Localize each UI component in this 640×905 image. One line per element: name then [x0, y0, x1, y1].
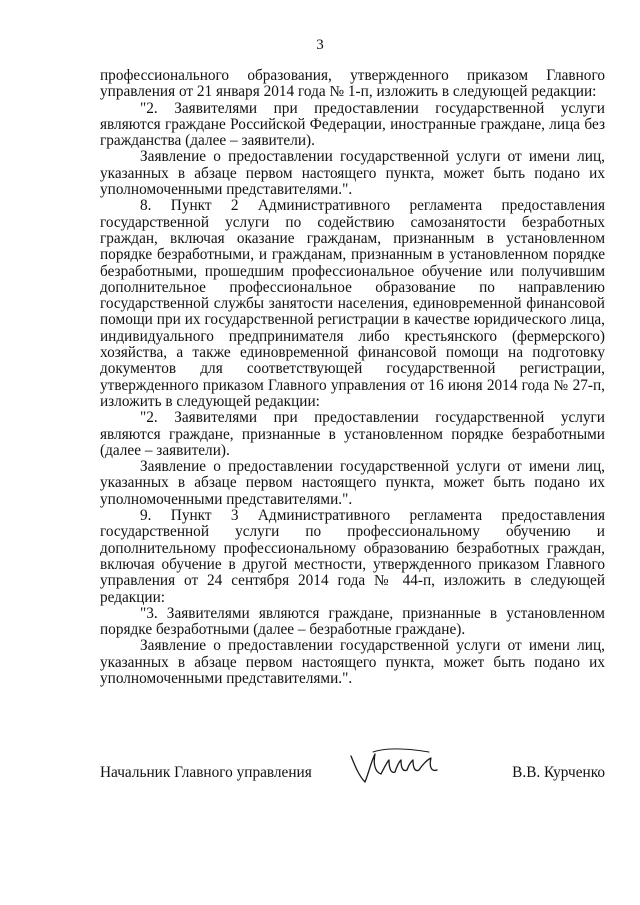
document-body — [100, 68, 605, 687]
paragraph: 9. Пункт 3 Административного регламента предоставления государственной услуги по профессиональному обучению и дополнительному профессиональному образованию безработных граждан, включая обучение в другой местности, утвержденного приказом Главного управления от 24 сентября 2014 года № 44-п, изложить в следующей редакции: — [100, 507, 605, 606]
paragraph: "3. Заявителями являются граждане, признанные в установленном порядке безработными (далее – безработные граждане). — [100, 604, 605, 639]
handwritten-signature — [345, 742, 445, 792]
paragraph: Заявление о предоставлении государственной услуги от имени лиц, указанных в абзаце первом настоящего пункта, может быть подано их уполномоченными представителями.". — [100, 458, 605, 508]
paragraph: 8. Пункт 2 Административного регламента предоставления государственной услуги по содействию самозанятости безработных граждан, включая оказание гражданам, признанным в установленном порядке безработными, и гражданам, признанным в установленном порядке безработными, прошедшим профессиональное обучение или получившим дополнительное профессиональное образование по направлению государственной службы занятости населения, единовременной финансовой помощи при их государственной регистрации в качестве юридического лица, индивидуального предпринимателя либо крестьянского (фермерского) хозяйства, а также единовременной финансовой помощи на подготовку документов для соответствующей государственной регистрации, утвержденного приказом Главного управления от 16 июня 2014 года № 27-п, изложить в следующей редакции: — [100, 197, 605, 410]
signatory-name: В.В. Курченко — [512, 764, 605, 781]
paragraph: профессионального образования, утвержденного приказом Главного управления от 21 января 2014 года № 1-п, изложить в следующей редакции: — [100, 67, 605, 101]
paragraph: "2. Заявителями при предоставлении государственной услуги являются граждане Российской Федерации, иностранные граждане, лица без гражданства (далее – заявители). — [100, 99, 605, 150]
paragraph: "2. Заявителями при предоставлении государственной услуги являются граждане, признанные в установленном порядке безработными (далее – заявители). — [100, 409, 605, 459]
paragraph: Заявление о предоставлении государственной услуги от имени лиц, указанных в абзаце первом настоящего пункта, может быть подано их уполномоченными представителями.". — [100, 148, 605, 199]
signatory-title: Начальник Главного управления — [100, 764, 312, 781]
signature-block — [100, 760, 605, 792]
page-number: 3 — [316, 37, 324, 53]
paragraph: Заявление о предоставлении государственной услуги от имени лиц, указанных в абзаце первом настоящего пункта, может быть подано их уполномоченными представителями.". — [100, 637, 605, 687]
